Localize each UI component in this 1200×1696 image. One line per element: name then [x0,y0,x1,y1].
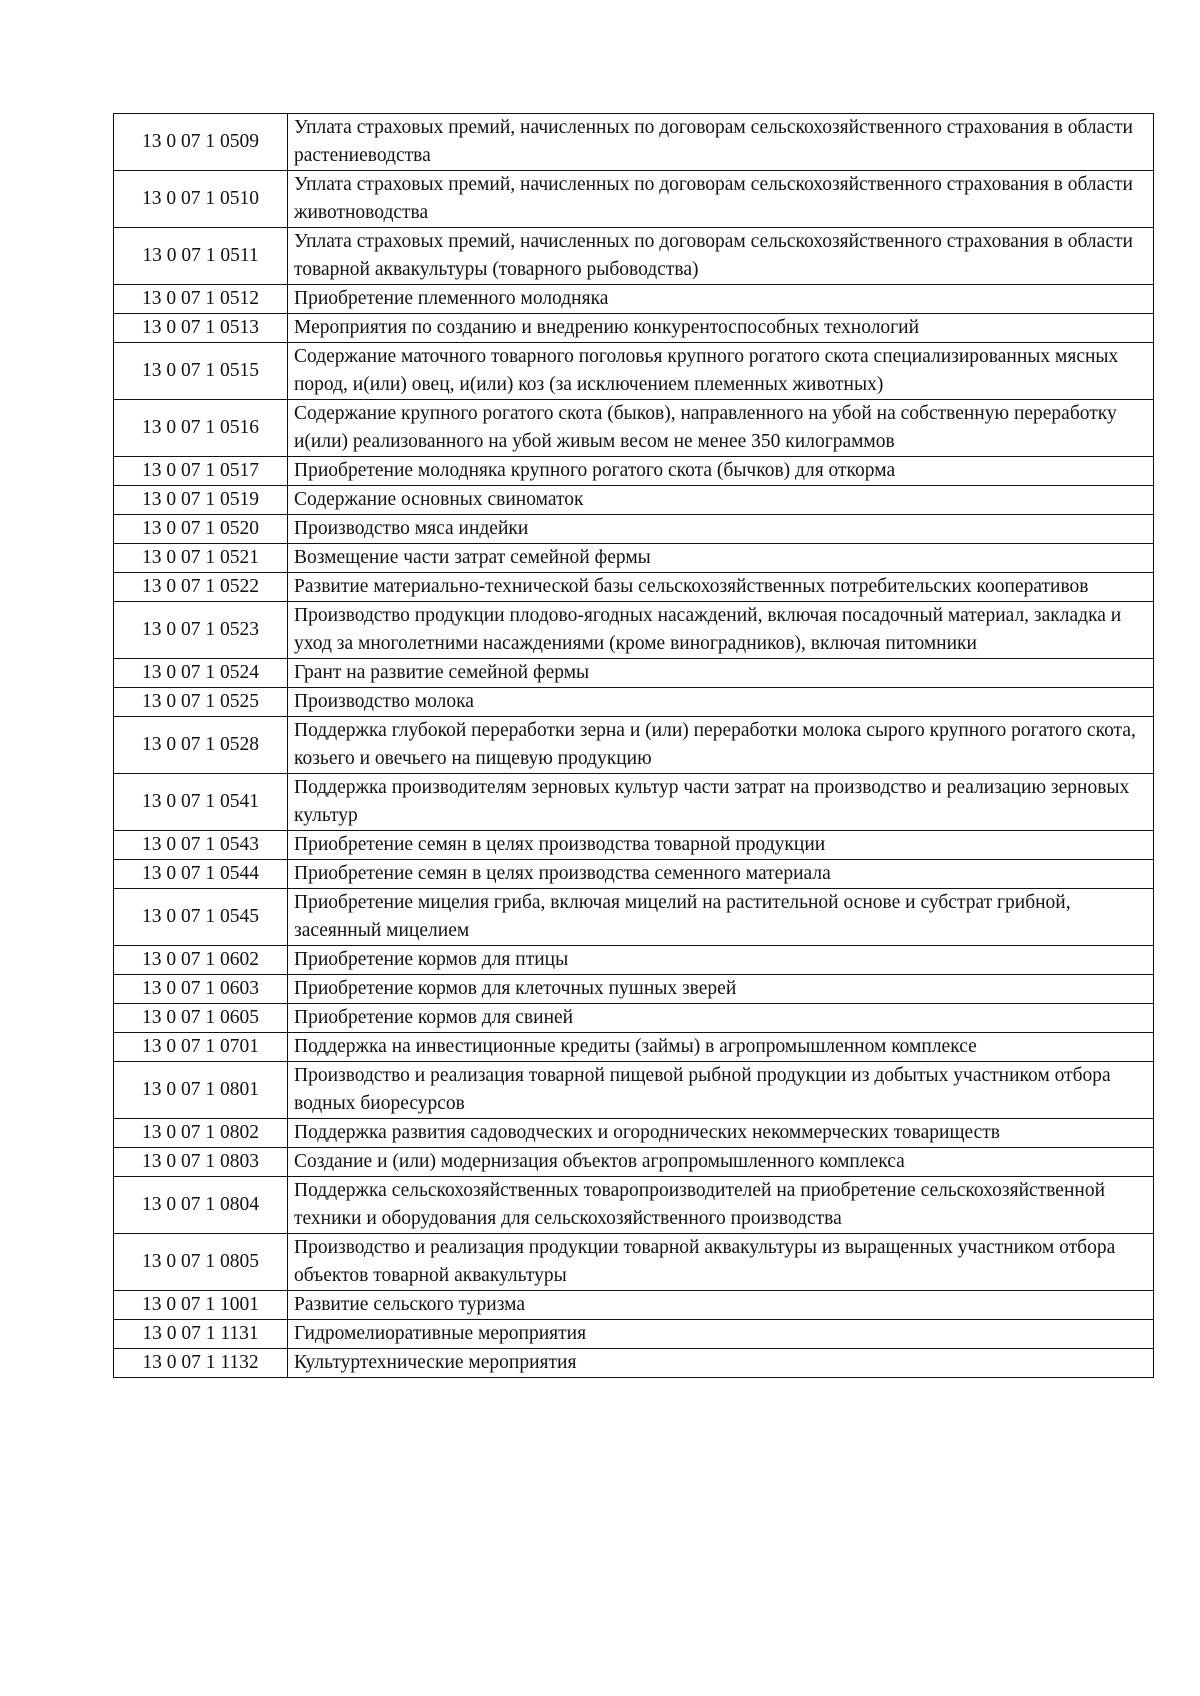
row-description: Производство и реализация товарной пищевой рыбной продукции из добытых участником отбора водных биоресурсов [288,1062,1154,1119]
row-description: Создание и (или) модернизация объектов агропромышленного комплекса [288,1148,1154,1177]
row-description: Производство мяса индейки [288,515,1154,544]
row-description: Приобретение кормов для клеточных пушных зверей [288,975,1154,1004]
table-row [114,457,1154,486]
table-row [114,889,1154,946]
table-row [114,1234,1154,1291]
table-row [114,314,1154,343]
row-code: 13 0 07 1 0512 [114,285,288,314]
row-description: Поддержка развития садоводческих и огороднических некоммерческих товариществ [288,1119,1154,1148]
row-code: 13 0 07 1 0516 [114,400,288,457]
row-code: 13 0 07 1 0603 [114,975,288,1004]
row-description: Производство продукции плодово-ягодных насаждений, включая посадочный материал, закладка и уход за многолетними насаждениями (кроме виноградников), включая питомники [288,602,1154,659]
table-row [114,860,1154,889]
table-row [114,1004,1154,1033]
row-code: 13 0 07 1 0523 [114,602,288,659]
row-code: 13 0 07 1 0805 [114,1234,288,1291]
row-code: 13 0 07 1 0521 [114,544,288,573]
table-row [114,285,1154,314]
row-description: Уплата страховых премий, начисленных по договорам сельскохозяйственного страхования в области товарной аквакультуры (товарного рыбоводства) [288,228,1154,285]
table-row [114,1119,1154,1148]
table-row [114,659,1154,688]
row-code: 13 0 07 1 0802 [114,1119,288,1148]
row-code: 13 0 07 1 0541 [114,774,288,831]
table-row [114,975,1154,1004]
row-code: 13 0 07 1 0804 [114,1177,288,1234]
table-row [114,1349,1154,1378]
row-description: Поддержка глубокой переработки зерна и (или) переработки молока сырого крупного рогатого скота, козьего и овечьего на пищевую продукцию [288,717,1154,774]
table-row [114,1062,1154,1119]
row-code: 13 0 07 1 0519 [114,486,288,515]
table-row [114,400,1154,457]
row-code: 13 0 07 1 0803 [114,1148,288,1177]
row-description: Приобретение семян в целях производства семенного материала [288,860,1154,889]
table-row [114,717,1154,774]
row-code: 13 0 07 1 0544 [114,860,288,889]
table-row [114,602,1154,659]
row-code: 13 0 07 1 0513 [114,314,288,343]
table-row [114,114,1154,171]
row-description: Уплата страховых премий, начисленных по договорам сельскохозяйственного страхования в области животноводства [288,171,1154,228]
row-code: 13 0 07 1 0528 [114,717,288,774]
table-row [114,946,1154,975]
row-code: 13 0 07 1 0602 [114,946,288,975]
row-description: Развитие сельского туризма [288,1291,1154,1320]
row-code: 13 0 07 1 0509 [114,114,288,171]
table-row [114,831,1154,860]
table-row [114,1291,1154,1320]
row-description: Культуртехнические мероприятия [288,1349,1154,1378]
row-description: Приобретение молодняка крупного рогатого скота (бычков) для откорма [288,457,1154,486]
table-row [114,515,1154,544]
table-row [114,228,1154,285]
row-code: 13 0 07 1 0524 [114,659,288,688]
row-description: Возмещение части затрат семейной фермы [288,544,1154,573]
row-description: Поддержка сельскохозяйственных товаропроизводителей на приобретение сельскохозяйственной техники и оборудования для сельскохозяйственного производства [288,1177,1154,1234]
row-code: 13 0 07 1 0515 [114,343,288,400]
row-description: Приобретение племенного молодняка [288,285,1154,314]
table-row [114,774,1154,831]
row-description: Содержание основных свиноматок [288,486,1154,515]
row-description: Уплата страховых премий, начисленных по договорам сельскохозяйственного страхования в области растениеводства [288,114,1154,171]
row-description: Приобретение кормов для птицы [288,946,1154,975]
table-row [114,544,1154,573]
table-row [114,343,1154,400]
row-code: 13 0 07 1 0520 [114,515,288,544]
row-code: 13 0 07 1 0605 [114,1004,288,1033]
row-description: Приобретение семян в целях производства товарной продукции [288,831,1154,860]
budget-codes-table [113,113,1154,1378]
row-description: Поддержка производителям зерновых культур части затрат на производство и реализацию зерновых культур [288,774,1154,831]
table-row [114,1320,1154,1349]
table-row [114,1033,1154,1062]
row-description: Грант на развитие семейной фермы [288,659,1154,688]
row-code: 13 0 07 1 0522 [114,573,288,602]
row-description: Содержание крупного рогатого скота (быков), направленного на убой на собственную переработку и(или) реализованного на убой живым весом не менее 350 килограммов [288,400,1154,457]
row-code: 13 0 07 1 0517 [114,457,288,486]
row-code: 13 0 07 1 1001 [114,1291,288,1320]
table-row [114,573,1154,602]
row-description: Развитие материально-технической базы сельскохозяйственных потребительских кооперативов [288,573,1154,602]
row-description: Мероприятия по созданию и внедрению конкурентоспособных технологий [288,314,1154,343]
row-code: 13 0 07 1 0801 [114,1062,288,1119]
row-description: Производство и реализация продукции товарной аквакультуры из выращенных участником отбора объектов товарной аквакультуры [288,1234,1154,1291]
row-code: 13 0 07 1 0701 [114,1033,288,1062]
table-body [114,114,1154,1378]
table-row [114,486,1154,515]
row-code: 13 0 07 1 0525 [114,688,288,717]
table-row [114,1177,1154,1234]
row-code: 13 0 07 1 0511 [114,228,288,285]
row-description: Производство молока [288,688,1154,717]
row-code: 13 0 07 1 0510 [114,171,288,228]
row-code: 13 0 07 1 1131 [114,1320,288,1349]
row-code: 13 0 07 1 0545 [114,889,288,946]
table-row [114,171,1154,228]
table-row [114,1148,1154,1177]
row-description: Содержание маточного товарного поголовья крупного рогатого скота специализированных мясных пород, и(или) овец, и(или) коз (за исключением племенных животных) [288,343,1154,400]
row-description: Приобретение кормов для свиней [288,1004,1154,1033]
row-code: 13 0 07 1 1132 [114,1349,288,1378]
row-code: 13 0 07 1 0543 [114,831,288,860]
table-row [114,688,1154,717]
row-description: Поддержка на инвестиционные кредиты (займы) в агропромышленном комплексе [288,1033,1154,1062]
row-description: Приобретение мицелия гриба, включая мицелий на растительной основе и субстрат грибной, засеянный мицелием [288,889,1154,946]
row-description: Гидромелиоративные мероприятия [288,1320,1154,1349]
